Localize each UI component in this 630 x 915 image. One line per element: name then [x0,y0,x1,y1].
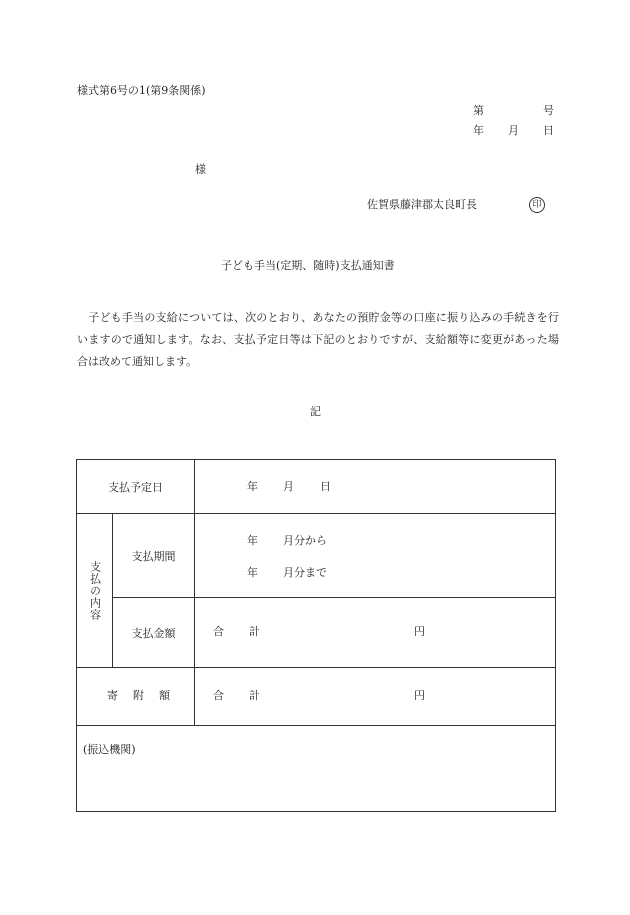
period-label-cell [113,514,195,598]
donation-total-2: 計 [249,689,260,702]
body-text: 子ども手当の支給については、次のとおり、あなたの預貯金等の口座に振り込みの手続きを行いますので通知します。なお、支払予定日等は下記のとおりですが、支給額等に変更があった場合は改めて通知します。 [77,311,559,368]
donation-value-cell [195,668,556,726]
content-label: 支払の内容 [88,560,102,621]
bank-cell [77,726,556,812]
header-day: 日 [543,124,554,137]
amount-total-2: 計 [249,625,260,638]
document-title: 子ども手当(定期、随時)支払通知書 [221,259,395,272]
scheduled-month: 月 [283,480,294,493]
amount-yen: 円 [414,625,425,638]
donation-yen: 円 [414,689,425,702]
seal-mark [529,197,545,213]
header-year: 年 [473,124,484,137]
amount-label-cell [113,598,195,668]
amount-value-cell [195,598,556,668]
header-month: 月 [508,124,519,137]
donation-label-cell [77,668,195,726]
period-label: 支払期間 [131,549,176,563]
scheduled-day: 日 [320,480,331,493]
issue-number-prefix: 第 [473,104,484,117]
period-from-year: 年 [247,534,258,547]
content-label-cell [77,514,113,668]
scheduled-date-label: 支払予定日 [108,480,163,494]
ki-heading: 記 [310,405,321,418]
issue-number-suffix: 号 [543,104,554,117]
payment-table [76,459,556,812]
scheduled-date-label-cell [77,460,195,514]
period-to-year: 年 [247,566,258,579]
donation-total-1: 合 [213,689,224,702]
issuer-name: 佐賀県藤津郡太良町長 [367,198,477,211]
body-paragraph [77,307,559,373]
donation-label-2: 附 [133,689,144,702]
scheduled-date-value-cell [195,460,556,514]
amount-total-1: 合 [213,625,224,638]
recipient-suffix: 様 [195,163,206,176]
amount-label: 支払金額 [131,626,176,640]
form-number: 様式第6号の1(第9条関係) [77,84,206,97]
period-from-month: 月分から [283,534,327,547]
scheduled-year: 年 [247,480,258,493]
donation-label-3: 額 [159,689,170,702]
bank-label: (振込機関) [83,743,136,756]
period-value-cell [195,514,556,598]
period-to-month: 月分まで [283,566,327,579]
seal-icon: 印 [529,197,545,213]
donation-label-1: 寄 [107,689,118,702]
